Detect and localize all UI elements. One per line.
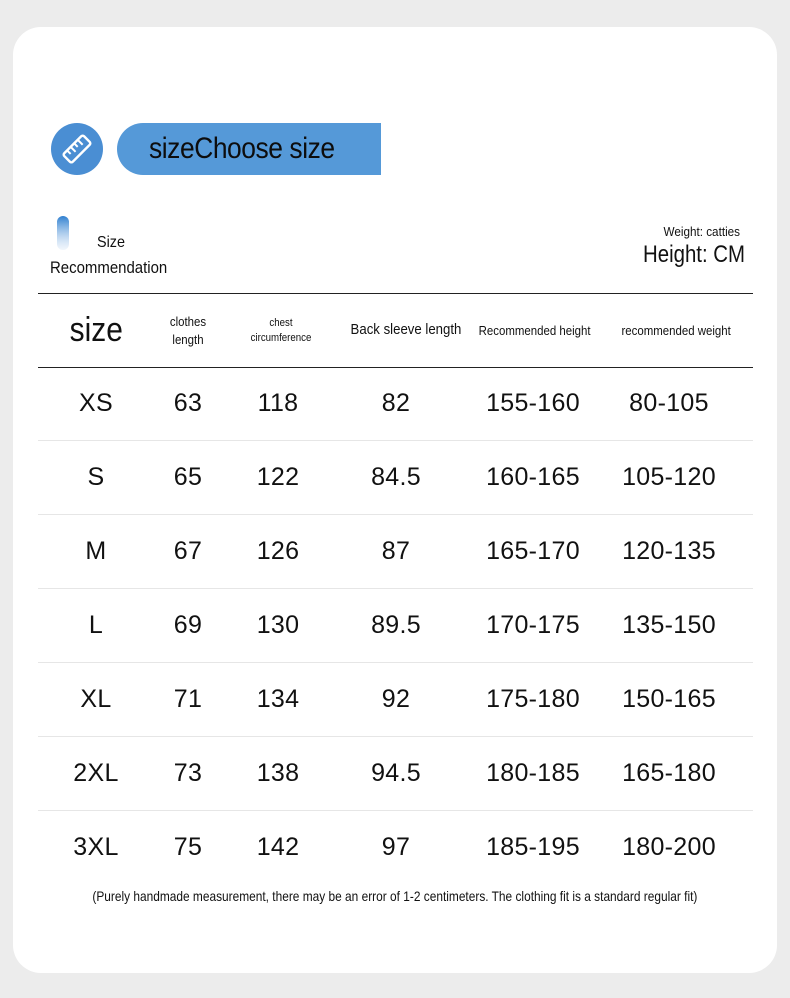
col-header-weight: recommended weight xyxy=(621,322,731,338)
cell-weight: 105-120 xyxy=(622,463,716,491)
cell-chest: 142 xyxy=(256,833,300,861)
cell-sleeve: 97 xyxy=(381,833,411,861)
cell-chest: 130 xyxy=(256,611,300,639)
cell-weight: 135-150 xyxy=(622,611,716,639)
cell-height: 170-175 xyxy=(486,611,580,639)
cell-clothes-length: 73 xyxy=(173,759,203,787)
cell-height: 160-165 xyxy=(486,463,580,491)
weight-unit-label: Weight: catties xyxy=(663,224,740,239)
cell-size: L xyxy=(88,611,104,639)
col-header-clothes-length: clothes length xyxy=(169,313,207,347)
cell-weight: 165-180 xyxy=(622,759,716,787)
cell-clothes-length: 71 xyxy=(173,685,203,713)
table-row xyxy=(38,441,753,515)
cell-weight: 180-200 xyxy=(622,833,716,861)
recommendation-label: Recommendation xyxy=(50,258,168,277)
cell-clothes-length: 69 xyxy=(173,611,203,639)
recommendation-size-word: Size xyxy=(97,234,126,251)
col-header-height: Recommended height xyxy=(479,322,591,338)
cell-sleeve: 92 xyxy=(381,685,411,713)
cell-size: 3XL xyxy=(73,833,119,861)
table-row xyxy=(38,737,753,811)
page-title: sizeChoose size xyxy=(149,132,335,165)
cell-height: 180-185 xyxy=(486,759,580,787)
cell-size: XS xyxy=(79,389,113,417)
cell-chest: 138 xyxy=(256,759,300,787)
title-banner xyxy=(117,123,381,175)
cell-weight: 80-105 xyxy=(629,389,709,417)
table-row xyxy=(38,367,753,441)
table-row xyxy=(38,515,753,589)
cell-sleeve: 84.5 xyxy=(371,463,421,491)
cell-height: 165-170 xyxy=(486,537,580,565)
cell-chest: 122 xyxy=(256,463,300,491)
cell-sleeve: 89.5 xyxy=(371,611,421,639)
cell-sleeve: 94.5 xyxy=(371,759,421,787)
cell-clothes-length: 63 xyxy=(173,389,203,417)
col-header-size: size xyxy=(69,310,123,349)
cell-size: M xyxy=(85,537,107,565)
cell-size: 2XL xyxy=(73,759,119,787)
cell-chest: 126 xyxy=(256,537,300,565)
table-row xyxy=(38,589,753,663)
cell-sleeve: 82 xyxy=(381,389,411,417)
cell-chest: 118 xyxy=(257,389,299,417)
cell-clothes-length: 67 xyxy=(173,537,203,565)
col-header-chest: chest circumference xyxy=(250,316,312,344)
cell-clothes-length: 65 xyxy=(173,463,203,491)
cell-size: XL xyxy=(80,685,112,713)
marker-icon xyxy=(55,216,71,250)
col-header-sleeve: Back sleeve length xyxy=(350,321,462,339)
cell-sleeve: 87 xyxy=(381,537,411,565)
table-row xyxy=(38,811,753,884)
cell-size: S xyxy=(87,463,105,491)
cell-weight: 120-135 xyxy=(622,537,716,565)
table-body xyxy=(38,367,753,884)
cell-height: 155-160 xyxy=(486,389,580,417)
footnote: (Purely handmade measurement, there may be an error of 1-2 centimeters. The clothing fit is a standard regular fit) xyxy=(92,888,698,904)
cell-height: 175-180 xyxy=(486,685,580,713)
ruler-icon xyxy=(51,123,103,175)
table-row xyxy=(38,663,753,737)
cell-chest: 134 xyxy=(256,685,300,713)
height-unit-label: Height: CM xyxy=(642,241,745,268)
cell-weight: 150-165 xyxy=(622,685,716,713)
cell-height: 185-195 xyxy=(486,833,580,861)
cell-clothes-length: 75 xyxy=(173,833,203,861)
table-header xyxy=(38,294,753,367)
